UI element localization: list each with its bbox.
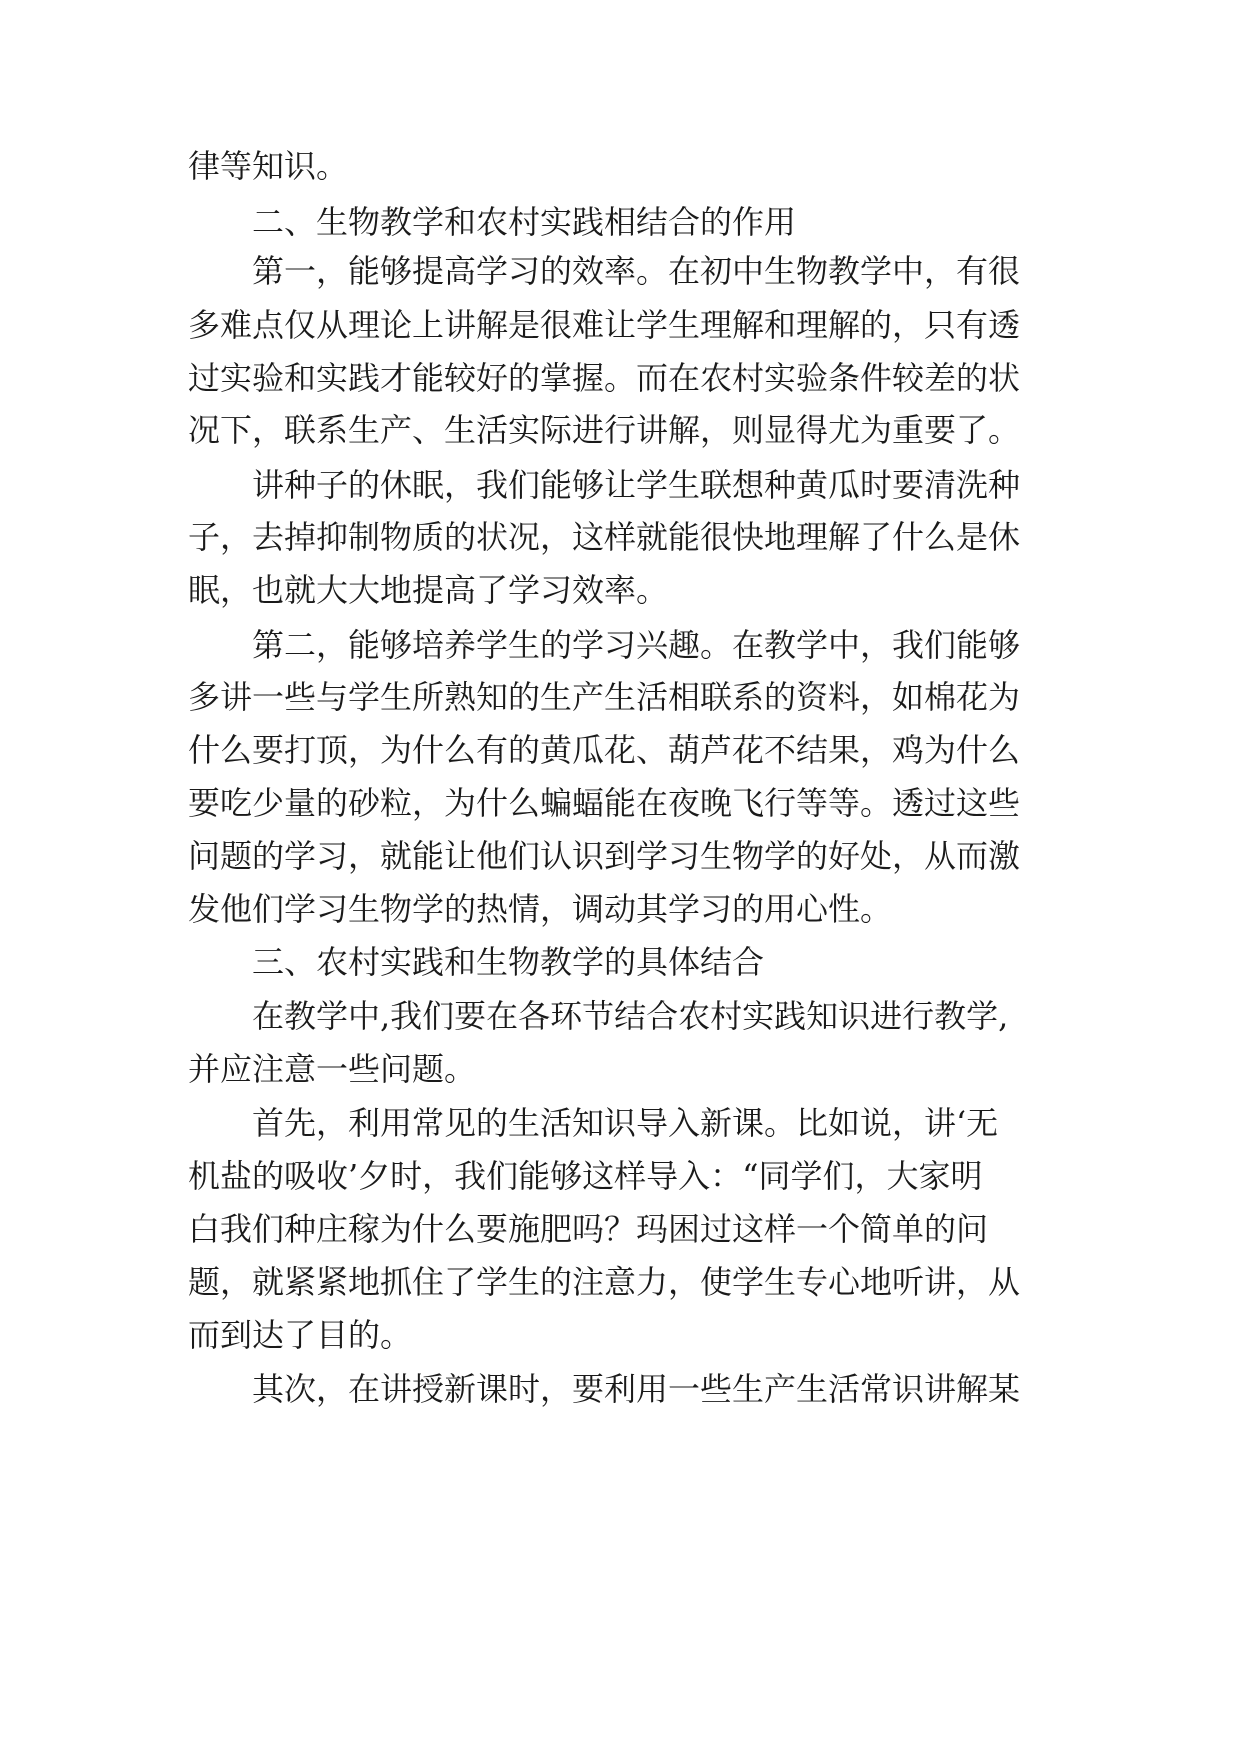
text-line: 首先，利用常见的生活知识导入新课。比如说，讲‘无 (252, 1104, 999, 1142)
text-line: 发他们学习生物学的热情，调动其学习的用心性。 (188, 890, 893, 928)
text-line: 机盐的吸收’夕时，我们能够这样导入：“同学们，大家明 (188, 1157, 983, 1195)
text-line: 多讲一些与学生所熟知的生产生活相联系的资料，如棉花为 (188, 678, 1021, 716)
text-line: 律等知识。 (188, 147, 349, 185)
text-line: 多难点仅从理论上讲解是很难让学生理解和理解的，只有透 (188, 306, 1021, 344)
section-heading: 二、生物教学和农村实践相结合的作用 (252, 203, 797, 241)
text-line: 况下，联系生产、生活实际进行讲解，则显得尤为重要了。 (188, 411, 1021, 449)
text-line: 眠，也就大大地提高了学习效率。 (188, 571, 669, 609)
text-line: 什么要打顶，为什么有的黄瓜花、葫芦花不结果，鸡为什么 (188, 731, 1021, 769)
text-line: 子，去掉抑制物质的状况，这样就能很快地理解了什么是休 (188, 518, 1021, 556)
text-line: 在教学中,我们要在各环节结合农村实践知识进行教学, (252, 997, 1009, 1035)
section-heading: 三、农村实践和生物教学的具体结合 (252, 943, 765, 981)
text-line: 过实验和实践才能较好的掌握。而在农村实验条件较差的状 (188, 359, 1021, 397)
text-line: 第二，能够培养学生的学习兴趣。在教学中，我们能够 (252, 626, 1021, 664)
text-line: 而到达了目的。 (188, 1316, 413, 1354)
text-line: 白我们种庄稼为什么要施肥吗？玛困过这样一个简单的问 (188, 1210, 989, 1248)
text-line: 并应注意一些问题。 (188, 1050, 477, 1088)
text-line: 要吃少量的砂粒，为什么蝙蝠能在夜晚飞行等等。透过这些 (188, 784, 1021, 822)
text-line: 问题的学习，就能让他们认识到学习生物学的好处，从而激 (188, 837, 1021, 875)
text-line: 题，就紧紧地抓住了学生的注意力，使学生专心地听讲，从 (188, 1263, 1021, 1301)
text-line: 第一，能够提高学习的效率。在初中生物教学中，有很 (252, 252, 1021, 290)
text-line: 其次，在讲授新课时，要利用一些生产生活常识讲解某 (252, 1370, 1021, 1408)
text-line: 讲种子的休眠，我们能够让学生联想种黄瓜时要清洗种 (252, 466, 1021, 504)
